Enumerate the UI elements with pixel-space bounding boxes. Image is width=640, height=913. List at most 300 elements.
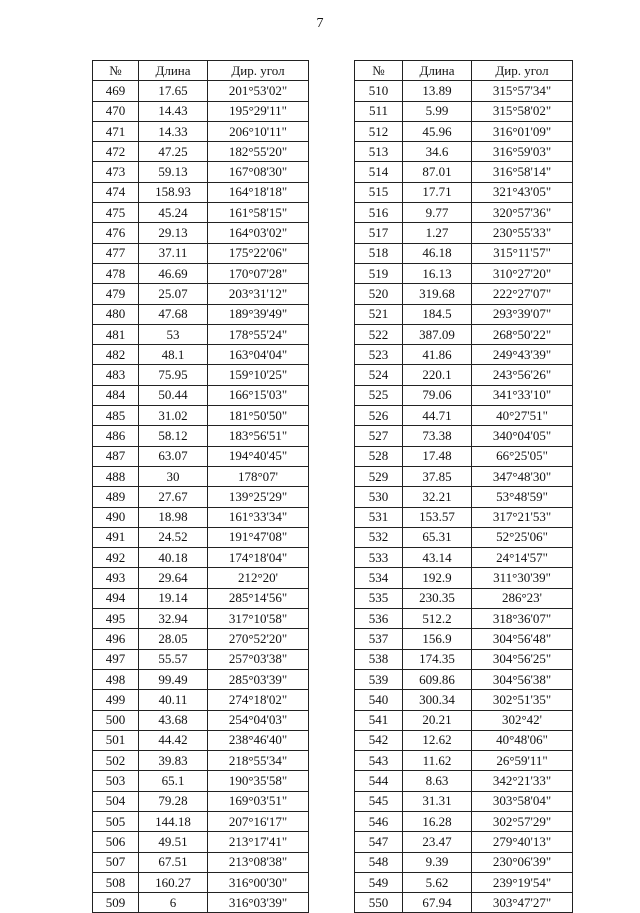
cell-length: 43.68 — [139, 710, 208, 730]
table-row — [93, 284, 309, 304]
table-row — [93, 669, 309, 689]
cell-point-number: 532 — [355, 527, 403, 547]
cell-length: 55.57 — [139, 649, 208, 669]
cell-length: 30 — [139, 466, 208, 486]
cell-point-number: 519 — [355, 263, 403, 283]
table-row — [355, 263, 573, 283]
cell-length: 12.62 — [403, 730, 472, 750]
table-row — [93, 446, 309, 466]
table-row — [355, 203, 573, 223]
cell-length: 29.64 — [139, 568, 208, 588]
cell-direction-angle: 302°51'35" — [472, 690, 573, 710]
table-row — [93, 263, 309, 283]
cell-point-number: 539 — [355, 669, 403, 689]
table-row — [93, 811, 309, 831]
cell-point-number: 522 — [355, 324, 403, 344]
cell-point-number: 536 — [355, 609, 403, 629]
table-row — [355, 162, 573, 182]
cell-point-number: 469 — [93, 81, 139, 101]
cell-point-number: 550 — [355, 893, 403, 913]
cell-point-number: 523 — [355, 345, 403, 365]
table-row — [355, 406, 573, 426]
cell-point-number: 471 — [93, 121, 139, 141]
cell-length: 13.89 — [403, 81, 472, 101]
cell-length: 63.07 — [139, 446, 208, 466]
cell-point-number: 513 — [355, 142, 403, 162]
table-row — [355, 121, 573, 141]
cell-direction-angle: 310°27'20" — [472, 263, 573, 283]
cell-length: 512.2 — [403, 609, 472, 629]
cell-length: 23.47 — [403, 832, 472, 852]
cell-length: 75.95 — [139, 365, 208, 385]
cell-point-number: 497 — [93, 649, 139, 669]
table-row — [355, 791, 573, 811]
cell-direction-angle: 268°50'22" — [472, 324, 573, 344]
cell-length: 14.43 — [139, 101, 208, 121]
cell-length: 49.51 — [139, 832, 208, 852]
cell-point-number: 518 — [355, 243, 403, 263]
cell-point-number: 489 — [93, 487, 139, 507]
table-row — [355, 609, 573, 629]
table-row — [355, 81, 573, 101]
cell-point-number: 540 — [355, 690, 403, 710]
cell-length: 220.1 — [403, 365, 472, 385]
cell-length: 319.68 — [403, 284, 472, 304]
cell-direction-angle: 175°22'06" — [208, 243, 309, 263]
table-row — [93, 852, 309, 872]
cell-point-number: 527 — [355, 426, 403, 446]
table-row — [93, 588, 309, 608]
cell-length: 16.28 — [403, 811, 472, 831]
cell-direction-angle: 286°23' — [472, 588, 573, 608]
cell-point-number: 492 — [93, 548, 139, 568]
cell-direction-angle: 189°39'49" — [208, 304, 309, 324]
cell-length: 47.68 — [139, 304, 208, 324]
cell-point-number: 524 — [355, 365, 403, 385]
cell-length: 79.28 — [139, 791, 208, 811]
cell-point-number: 525 — [355, 385, 403, 405]
cell-point-number: 490 — [93, 507, 139, 527]
cell-point-number: 516 — [355, 203, 403, 223]
cell-direction-angle: 304°56'38" — [472, 669, 573, 689]
cell-length: 47.25 — [139, 142, 208, 162]
table-row — [93, 649, 309, 669]
table-row — [355, 669, 573, 689]
cell-direction-angle: 139°25'29" — [208, 487, 309, 507]
table-row — [93, 142, 309, 162]
cell-direction-angle: 170°07'28" — [208, 263, 309, 283]
cell-length: 153.57 — [403, 507, 472, 527]
column-header-length: Длина — [139, 61, 208, 81]
table-row — [93, 710, 309, 730]
cell-length: 17.65 — [139, 81, 208, 101]
cell-length: 25.07 — [139, 284, 208, 304]
cell-point-number: 520 — [355, 284, 403, 304]
cell-direction-angle: 304°56'25" — [472, 649, 573, 669]
table-row — [355, 304, 573, 324]
table-row — [355, 690, 573, 710]
table-body-right — [355, 81, 573, 913]
cell-length: 8.63 — [403, 771, 472, 791]
table-row — [355, 385, 573, 405]
cell-point-number: 479 — [93, 284, 139, 304]
cell-direction-angle: 40°27'51" — [472, 406, 573, 426]
cell-point-number: 502 — [93, 751, 139, 771]
cell-direction-angle: 230°55'33" — [472, 223, 573, 243]
cell-direction-angle: 212°20' — [208, 568, 309, 588]
cell-point-number: 526 — [355, 406, 403, 426]
cell-direction-angle: 164°03'02" — [208, 223, 309, 243]
table-row — [355, 649, 573, 669]
cell-direction-angle: 316°58'14" — [472, 162, 573, 182]
cell-length: 37.85 — [403, 466, 472, 486]
cell-length: 53 — [139, 324, 208, 344]
cell-point-number: 528 — [355, 446, 403, 466]
cell-length: 5.99 — [403, 101, 472, 121]
cell-direction-angle: 303°58'04" — [472, 791, 573, 811]
cell-point-number: 534 — [355, 568, 403, 588]
cell-point-number: 514 — [355, 162, 403, 182]
table-row — [93, 629, 309, 649]
cell-point-number: 529 — [355, 466, 403, 486]
cell-direction-angle: 243°56'26" — [472, 365, 573, 385]
cell-length: 174.35 — [403, 649, 472, 669]
cell-direction-angle: 66°25'05" — [472, 446, 573, 466]
cell-length: 79.06 — [403, 385, 472, 405]
cell-direction-angle: 183°56'51" — [208, 426, 309, 446]
cell-direction-angle: 317°10'58" — [208, 609, 309, 629]
cell-length: 67.51 — [139, 852, 208, 872]
cell-direction-angle: 53°48'59" — [472, 487, 573, 507]
table-row — [93, 893, 309, 913]
cell-point-number: 507 — [93, 852, 139, 872]
cell-point-number: 538 — [355, 649, 403, 669]
cell-point-number: 537 — [355, 629, 403, 649]
table-row — [93, 203, 309, 223]
table-row — [355, 446, 573, 466]
cell-direction-angle: 317°21'53" — [472, 507, 573, 527]
cell-point-number: 512 — [355, 121, 403, 141]
table-header-row — [355, 61, 573, 81]
cell-direction-angle: 201°53'02" — [208, 81, 309, 101]
table-row — [355, 893, 573, 913]
cell-direction-angle: 161°33'34" — [208, 507, 309, 527]
cell-direction-angle: 249°43'39" — [472, 345, 573, 365]
cell-direction-angle: 238°46'40" — [208, 730, 309, 750]
cell-direction-angle: 316°03'39" — [208, 893, 309, 913]
cell-length: 46.18 — [403, 243, 472, 263]
cell-direction-angle: 213°08'38" — [208, 852, 309, 872]
cell-direction-angle: 181°50'50" — [208, 406, 309, 426]
table-row — [93, 81, 309, 101]
cell-direction-angle: 182°55'20" — [208, 142, 309, 162]
table-row — [355, 771, 573, 791]
cell-direction-angle: 285°14'56" — [208, 588, 309, 608]
cell-point-number: 549 — [355, 872, 403, 892]
cell-length: 43.14 — [403, 548, 472, 568]
table-row — [355, 243, 573, 263]
cell-point-number: 500 — [93, 710, 139, 730]
table-row — [93, 324, 309, 344]
cell-point-number: 499 — [93, 690, 139, 710]
table-row — [93, 406, 309, 426]
cell-direction-angle: 293°39'07" — [472, 304, 573, 324]
table-row — [355, 730, 573, 750]
coordinates-table-right — [354, 60, 573, 913]
cell-point-number: 531 — [355, 507, 403, 527]
table-row — [93, 223, 309, 243]
cell-direction-angle: 161°58'15" — [208, 203, 309, 223]
cell-length: 59.13 — [139, 162, 208, 182]
cell-direction-angle: 203°31'12" — [208, 284, 309, 304]
cell-point-number: 501 — [93, 730, 139, 750]
cell-direction-angle: 302°42' — [472, 710, 573, 730]
cell-point-number: 542 — [355, 730, 403, 750]
cell-direction-angle: 52°25'06" — [472, 527, 573, 547]
cell-direction-angle: 230°06'39" — [472, 852, 573, 872]
cell-point-number: 476 — [93, 223, 139, 243]
cell-point-number: 541 — [355, 710, 403, 730]
table-row — [355, 365, 573, 385]
table-row — [93, 507, 309, 527]
table-row — [93, 385, 309, 405]
cell-point-number: 483 — [93, 365, 139, 385]
cell-length: 45.24 — [139, 203, 208, 223]
table-row — [355, 507, 573, 527]
cell-length: 58.12 — [139, 426, 208, 446]
cell-point-number: 517 — [355, 223, 403, 243]
table-row — [93, 304, 309, 324]
table-row — [355, 548, 573, 568]
cell-point-number: 546 — [355, 811, 403, 831]
cell-direction-angle: 316°01'09" — [472, 121, 573, 141]
cell-point-number: 504 — [93, 791, 139, 811]
cell-length: 192.9 — [403, 568, 472, 588]
table-row — [355, 872, 573, 892]
cell-length: 9.39 — [403, 852, 472, 872]
cell-direction-angle: 178°55'24" — [208, 324, 309, 344]
table-row — [93, 345, 309, 365]
cell-direction-angle: 257°03'38" — [208, 649, 309, 669]
cell-length: 9.77 — [403, 203, 472, 223]
cell-point-number: 498 — [93, 669, 139, 689]
cell-length: 32.21 — [403, 487, 472, 507]
table-row — [93, 182, 309, 202]
cell-point-number: 533 — [355, 548, 403, 568]
cell-direction-angle: 342°21'33" — [472, 771, 573, 791]
cell-direction-angle: 178°07' — [208, 466, 309, 486]
cell-point-number: 506 — [93, 832, 139, 852]
cell-point-number: 545 — [355, 791, 403, 811]
cell-length: 99.49 — [139, 669, 208, 689]
cell-direction-angle: 169°03'51" — [208, 791, 309, 811]
cell-direction-angle: 340°04'05" — [472, 426, 573, 446]
cell-point-number: 543 — [355, 751, 403, 771]
table-row — [93, 751, 309, 771]
cell-direction-angle: 254°04'03" — [208, 710, 309, 730]
page-number: 7 — [316, 16, 324, 31]
table-row — [93, 162, 309, 182]
table-row — [355, 527, 573, 547]
cell-length: 31.31 — [403, 791, 472, 811]
table-row — [355, 710, 573, 730]
cell-direction-angle: 341°33'10" — [472, 385, 573, 405]
table-row — [355, 142, 573, 162]
cell-point-number: 530 — [355, 487, 403, 507]
cell-length: 230.35 — [403, 588, 472, 608]
cell-length: 39.83 — [139, 751, 208, 771]
cell-direction-angle: 304°56'48" — [472, 629, 573, 649]
column-header-angle: Дир. угол — [208, 61, 309, 81]
cell-point-number: 505 — [93, 811, 139, 831]
cell-point-number: 485 — [93, 406, 139, 426]
cell-length: 41.86 — [403, 345, 472, 365]
cell-point-number: 521 — [355, 304, 403, 324]
cell-point-number: 487 — [93, 446, 139, 466]
cell-direction-angle: 195°29'11" — [208, 101, 309, 121]
cell-length: 17.48 — [403, 446, 472, 466]
cell-point-number: 548 — [355, 852, 403, 872]
cell-direction-angle: 270°52'20" — [208, 629, 309, 649]
cell-length: 37.11 — [139, 243, 208, 263]
cell-length: 19.14 — [139, 588, 208, 608]
table-row — [355, 629, 573, 649]
cell-point-number: 486 — [93, 426, 139, 446]
cell-direction-angle: 318°36'07" — [472, 609, 573, 629]
table-row — [93, 487, 309, 507]
cell-length: 44.42 — [139, 730, 208, 750]
cell-direction-angle: 159°10'25" — [208, 365, 309, 385]
cell-length: 48.1 — [139, 345, 208, 365]
table-row — [93, 527, 309, 547]
table-row — [93, 771, 309, 791]
column-header-angle: Дир. угол — [472, 61, 573, 81]
cell-point-number: 481 — [93, 324, 139, 344]
cell-direction-angle: 191°47'08" — [208, 527, 309, 547]
cell-length: 16.13 — [403, 263, 472, 283]
table-row — [93, 832, 309, 852]
cell-point-number: 491 — [93, 527, 139, 547]
cell-direction-angle: 40°48'06" — [472, 730, 573, 750]
table-row — [355, 182, 573, 202]
cell-length: 73.38 — [403, 426, 472, 446]
table-row — [355, 345, 573, 365]
cell-point-number: 473 — [93, 162, 139, 182]
cell-direction-angle: 239°19'54" — [472, 872, 573, 892]
cell-length: 65.31 — [403, 527, 472, 547]
cell-length: 20.21 — [403, 710, 472, 730]
cell-direction-angle: 279°40'13" — [472, 832, 573, 852]
table-row — [355, 751, 573, 771]
cell-direction-angle: 174°18'04" — [208, 548, 309, 568]
column-header-length: Длина — [403, 61, 472, 81]
cell-direction-angle: 303°47'27" — [472, 893, 573, 913]
table-row — [93, 548, 309, 568]
cell-point-number: 510 — [355, 81, 403, 101]
cell-direction-angle: 285°03'39" — [208, 669, 309, 689]
cell-direction-angle: 222°27'07" — [472, 284, 573, 304]
cell-length: 29.13 — [139, 223, 208, 243]
cell-length: 160.27 — [139, 872, 208, 892]
cell-direction-angle: 316°59'03" — [472, 142, 573, 162]
column-header-number: № — [93, 61, 139, 81]
table-row — [93, 872, 309, 892]
cell-length: 31.02 — [139, 406, 208, 426]
cell-direction-angle: 167°08'30" — [208, 162, 309, 182]
table-row — [355, 223, 573, 243]
cell-point-number: 488 — [93, 466, 139, 486]
cell-direction-angle: 207°16'17" — [208, 811, 309, 831]
coordinates-table-left — [92, 60, 309, 913]
table-row — [93, 730, 309, 750]
cell-direction-angle: 206°10'11" — [208, 121, 309, 141]
cell-length: 87.01 — [403, 162, 472, 182]
table-row — [93, 243, 309, 263]
cell-direction-angle: 190°35'58" — [208, 771, 309, 791]
table-row — [355, 811, 573, 831]
cell-direction-angle: 166°15'03" — [208, 385, 309, 405]
cell-point-number: 544 — [355, 771, 403, 791]
table-body-left — [93, 81, 309, 913]
cell-length: 24.52 — [139, 527, 208, 547]
cell-length: 27.67 — [139, 487, 208, 507]
cell-length: 46.69 — [139, 263, 208, 283]
cell-point-number: 484 — [93, 385, 139, 405]
cell-length: 144.18 — [139, 811, 208, 831]
cell-point-number: 515 — [355, 182, 403, 202]
cell-point-number: 503 — [93, 771, 139, 791]
cell-length: 67.94 — [403, 893, 472, 913]
cell-length: 34.6 — [403, 142, 472, 162]
table-row — [93, 121, 309, 141]
cell-length: 184.5 — [403, 304, 472, 324]
cell-point-number: 493 — [93, 568, 139, 588]
table-row — [355, 568, 573, 588]
cell-length: 14.33 — [139, 121, 208, 141]
cell-point-number: 511 — [355, 101, 403, 121]
table-row — [355, 466, 573, 486]
cell-point-number: 494 — [93, 588, 139, 608]
cell-length: 44.71 — [403, 406, 472, 426]
cell-point-number: 509 — [93, 893, 139, 913]
cell-length: 17.71 — [403, 182, 472, 202]
table-row — [93, 690, 309, 710]
cell-length: 50.44 — [139, 385, 208, 405]
table-row — [93, 365, 309, 385]
table-row — [355, 487, 573, 507]
table-row — [93, 568, 309, 588]
cell-point-number: 480 — [93, 304, 139, 324]
cell-direction-angle: 194°40'45" — [208, 446, 309, 466]
cell-direction-angle: 315°58'02" — [472, 101, 573, 121]
cell-point-number: 470 — [93, 101, 139, 121]
cell-length: 158.93 — [139, 182, 208, 202]
cell-length: 609.86 — [403, 669, 472, 689]
cell-direction-angle: 24°14'57" — [472, 548, 573, 568]
table-row — [355, 284, 573, 304]
cell-direction-angle: 26°59'11" — [472, 751, 573, 771]
cell-length: 6 — [139, 893, 208, 913]
table-row — [355, 324, 573, 344]
cell-direction-angle: 347°48'30" — [472, 466, 573, 486]
cell-point-number: 482 — [93, 345, 139, 365]
cell-length: 28.05 — [139, 629, 208, 649]
cell-point-number: 477 — [93, 243, 139, 263]
cell-length: 40.11 — [139, 690, 208, 710]
cell-point-number: 495 — [93, 609, 139, 629]
cell-point-number: 547 — [355, 832, 403, 852]
cell-length: 11.62 — [403, 751, 472, 771]
